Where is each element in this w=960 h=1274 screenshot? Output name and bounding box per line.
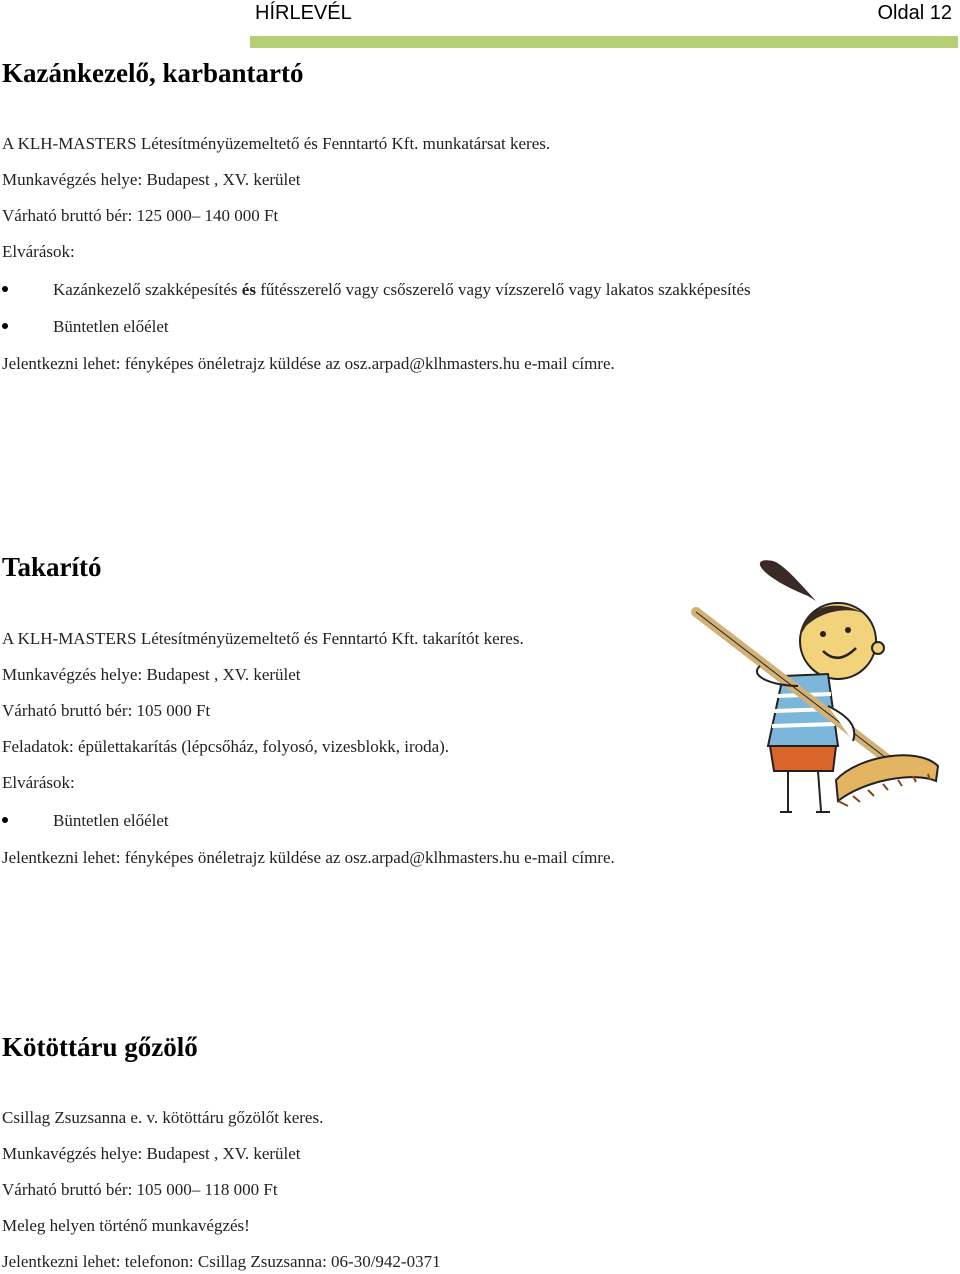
requirement-text-rest: fűtésszerelő vagy csőszerelő vagy vízszerelő vagy lakatos szakképesítés — [255, 280, 751, 299]
job-description: A KLH-MASTERS Létesítményüzemeltető és Fenntartó Kft. munkatársat keres. — [2, 134, 551, 153]
job-salary: Várható bruttó bér: 105 000 Ft — [2, 701, 211, 720]
job-section-cleaner — [2, 552, 615, 867]
job-description: Csillag Zsuzsanna e. v. kötöttáru gőzölőt keres. — [2, 1108, 324, 1127]
job-location: Munkavégzés helye: Budapest , XV. kerület — [2, 170, 301, 189]
job-section-boiler — [2, 58, 751, 373]
requirement-text: Büntetlen előélet — [53, 811, 169, 830]
section-title: Takarító — [2, 552, 102, 582]
requirement-text: Büntetlen előélet — [53, 317, 169, 336]
cleaning-girl-broom-icon — [688, 556, 944, 818]
job-tasks: Feladatok: épülettakarítás (lépcsőház, folyosó, vizesblokk, iroda). — [2, 737, 450, 756]
requirement-text: Kazánkezelő szakképesítés — [53, 280, 242, 299]
page-number: Oldal 12 — [877, 2, 952, 24]
job-location: Munkavégzés helye: Budapest , XV. kerület — [2, 1144, 301, 1163]
requirements-label: Elvárások: — [2, 773, 75, 792]
job-section-knitwear — [2, 1032, 441, 1271]
job-description: A KLH-MASTERS Létesítményüzemeltető és Fenntartó Kft. takarítót keres. — [2, 629, 524, 648]
apply-info: Jelentkezni lehet: telefonon: Csillag Zsuzsanna: 06-30/942-0371 — [2, 1252, 441, 1271]
job-conditions: Meleg helyen történő munkavégzés! — [2, 1216, 250, 1235]
apply-info: Jelentkezni lehet: fényképes önéletrajz küldése az osz.arpad@klhmasters.hu e-mail címre. — [2, 848, 615, 867]
header-accent-bar — [250, 36, 958, 48]
job-salary: Várható bruttó bér: 125 000– 140 000 Ft — [2, 206, 279, 225]
apply-info: Jelentkezni lehet: fényképes önéletrajz küldése az osz.arpad@klhmasters.hu e-mail címre. — [2, 354, 615, 373]
newsletter-header-title: HÍRLEVÉL — [255, 2, 352, 24]
section-title: Kötöttáru gőzölő — [2, 1032, 198, 1062]
bullet-icon — [2, 286, 8, 292]
bullet-icon — [2, 323, 8, 329]
requirement-bold: és — [241, 280, 256, 299]
job-location: Munkavégzés helye: Budapest , XV. kerület — [2, 665, 301, 684]
section-title: Kazánkezelő, karbantartó — [2, 58, 304, 88]
job-salary: Várható bruttó bér: 105 000– 118 000 Ft — [2, 1180, 278, 1199]
requirements-label: Elvárások: — [2, 242, 75, 261]
bullet-icon — [2, 817, 8, 823]
